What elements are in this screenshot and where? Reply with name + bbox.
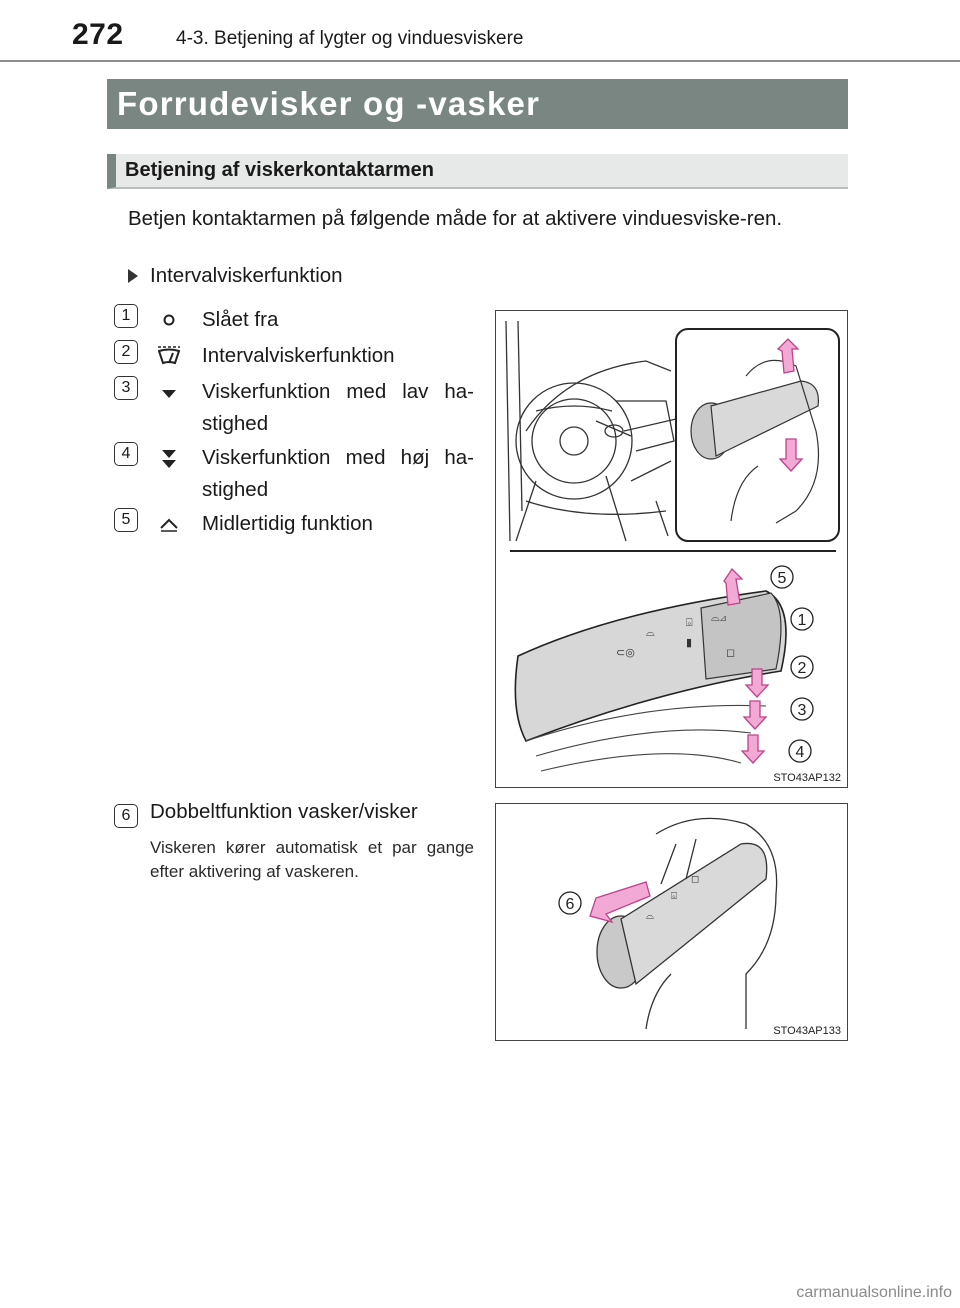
callout-1: 1 bbox=[797, 612, 807, 629]
figure-code: STO43AP132 bbox=[773, 772, 841, 784]
callout-6: 6 bbox=[565, 896, 575, 913]
item-label: Viskerfunktion med høj ha-stighed bbox=[202, 446, 474, 501]
item-number: 6 bbox=[114, 804, 138, 828]
running-header: 4-3. Betjening af lygter og vinduesviskere bbox=[176, 28, 524, 49]
figure-code: STO43AP133 bbox=[773, 1025, 841, 1037]
item-number: 5 bbox=[114, 508, 138, 532]
svg-text:▮: ▮ bbox=[686, 637, 693, 649]
item-label: Dobbeltfunktion vasker/visker bbox=[150, 800, 418, 823]
item-number: 1 bbox=[114, 304, 138, 328]
bullet-label: Intervalviskerfunktion bbox=[150, 264, 343, 287]
subsection-title: Betjening af viskerkontaktarmen bbox=[107, 154, 848, 189]
wiper-lever-illustration bbox=[495, 310, 848, 788]
intro-paragraph: Betjen kontaktarmen på følgende måde for at aktivere vinduesviske-ren. bbox=[128, 207, 783, 230]
page-number: 272 bbox=[72, 18, 124, 51]
svg-text:⌓: ⌓ bbox=[646, 911, 654, 922]
washer-illustration bbox=[495, 803, 848, 1041]
item-label: Slået fra bbox=[202, 308, 279, 331]
svg-text:◻: ◻ bbox=[726, 647, 736, 659]
header-divider bbox=[0, 60, 960, 62]
callout-2: 2 bbox=[797, 660, 807, 677]
svg-text:⌺: ⌺ bbox=[671, 891, 677, 902]
item-description: Viskeren kører automatisk et par gange efter aktivering af vaskeren. bbox=[150, 838, 474, 881]
callout-4: 4 bbox=[795, 744, 805, 761]
svg-text:⌓⊿: ⌓⊿ bbox=[711, 612, 727, 624]
svg-text:⌺: ⌺ bbox=[686, 617, 693, 629]
svg-text:⊂◎: ⊂◎ bbox=[616, 647, 635, 659]
item-number: 4 bbox=[114, 442, 138, 466]
off-icon bbox=[156, 308, 182, 332]
washer-drawing bbox=[496, 804, 846, 1039]
intermittent-wiper-icon bbox=[156, 344, 182, 368]
bullet-triangle-icon bbox=[128, 269, 138, 283]
item-number: 2 bbox=[114, 340, 138, 364]
item-label: Viskerfunktion med lav ha-stighed bbox=[202, 380, 474, 435]
low-speed-icon bbox=[156, 380, 182, 404]
svg-text:⌓: ⌓ bbox=[646, 627, 655, 639]
bullet-heading bbox=[128, 264, 343, 288]
item-label: Midlertidig funktion bbox=[202, 512, 373, 535]
item-label: Intervalviskerfunktion bbox=[202, 344, 395, 367]
watermark: carmanualsonline.info bbox=[796, 1284, 952, 1301]
item-number: 3 bbox=[114, 376, 138, 400]
callout-5: 5 bbox=[777, 570, 787, 587]
high-speed-icon bbox=[156, 446, 182, 470]
section-title: Forrudevisker og -vasker bbox=[107, 79, 848, 129]
callout-3: 3 bbox=[797, 702, 807, 719]
lever-drawing bbox=[496, 311, 846, 786]
svg-text:◻: ◻ bbox=[691, 874, 700, 885]
mist-icon bbox=[156, 512, 182, 536]
